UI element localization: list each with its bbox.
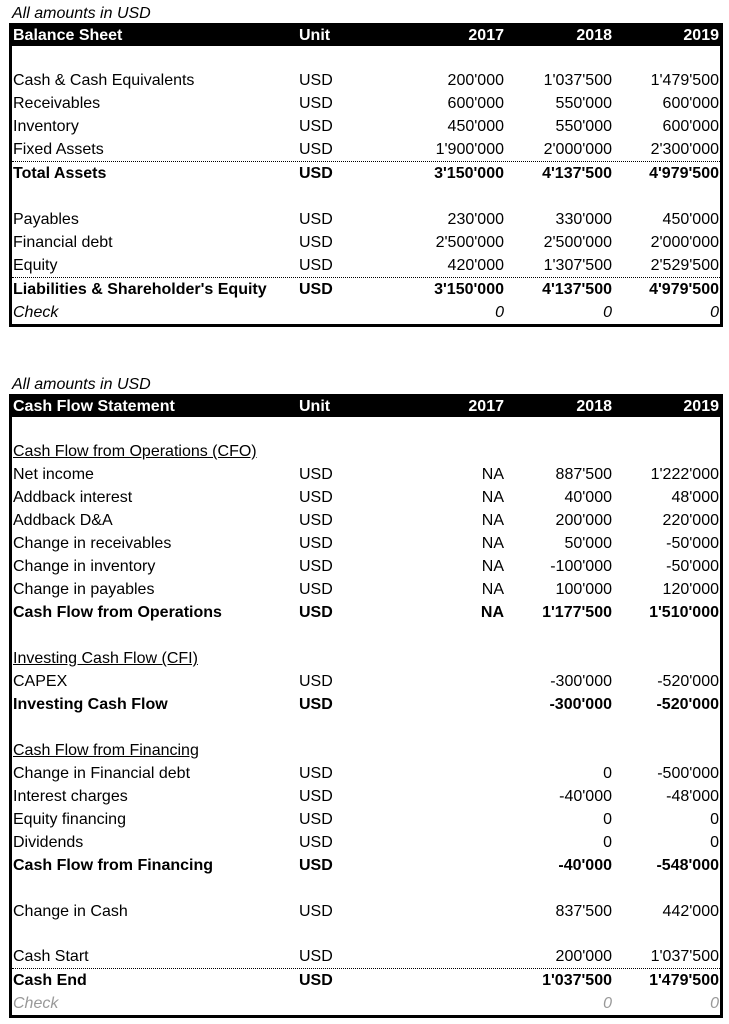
row-2017: NA xyxy=(481,558,504,575)
row-2017: 600'000 xyxy=(447,95,504,112)
row-2019: -50'000 xyxy=(666,535,719,552)
row-2019: 1'037'500 xyxy=(650,948,719,965)
row-2019: -50'000 xyxy=(666,558,719,575)
row-label: Equity xyxy=(13,257,58,274)
row-2018: 330'000 xyxy=(555,211,612,228)
row-label: Receivables xyxy=(13,95,101,112)
row-label: Change in inventory xyxy=(13,558,156,575)
row-2017: 1'900'000 xyxy=(435,141,504,158)
row-2019: 4'979'500 xyxy=(649,281,719,298)
table-row xyxy=(12,69,720,92)
row-2019: 0 xyxy=(710,304,719,321)
row-unit: USD xyxy=(299,948,333,965)
row-unit: USD xyxy=(299,972,333,989)
header-2018: 2018 xyxy=(576,27,612,44)
row-2018: 4'137'500 xyxy=(542,165,612,182)
row-2018: 4'137'500 xyxy=(542,281,612,298)
table-row xyxy=(12,831,720,854)
row-2018: -300'000 xyxy=(550,673,612,690)
row-label: Net income xyxy=(13,466,94,483)
row-label: Change in receivables xyxy=(13,535,172,552)
row-unit: USD xyxy=(299,535,333,552)
row-2019: 2'529'500 xyxy=(650,257,719,274)
row-label: Addback interest xyxy=(13,489,133,506)
row-label: Change in payables xyxy=(13,581,155,598)
row-2018: 837'500 xyxy=(555,903,612,920)
row-2017: NA xyxy=(481,581,504,598)
table-row xyxy=(12,115,720,138)
row-label: Cash Flow from Financing xyxy=(13,857,214,874)
row-2018: 100'000 xyxy=(555,581,612,598)
total-liabilities-row xyxy=(12,277,720,301)
row-label: Cash Start xyxy=(13,948,89,965)
row-unit: USD xyxy=(299,118,333,135)
row-2019: -520'000 xyxy=(657,673,719,690)
row-unit: USD xyxy=(299,581,333,598)
table-row xyxy=(12,463,720,486)
row-2017: 450'000 xyxy=(447,118,504,135)
row-2018: 0 xyxy=(603,834,612,851)
row-2019: 1'479'500 xyxy=(650,72,719,89)
row-2018: 887'500 xyxy=(555,466,612,483)
row-2017: NA xyxy=(480,604,504,621)
section-title-row xyxy=(12,440,720,463)
row-2018: -300'000 xyxy=(549,696,612,713)
row-2018: 200'000 xyxy=(555,512,612,529)
check-row xyxy=(12,992,720,1015)
change-in-cash-row xyxy=(12,900,720,923)
row-2018: 550'000 xyxy=(555,118,612,135)
table-row xyxy=(12,231,720,254)
row-2019: 4'979'500 xyxy=(649,165,719,182)
cfi-section-title: Investing Cash Flow (CFI) xyxy=(13,650,198,667)
row-2017: 2'500'000 xyxy=(435,234,504,251)
row-label: Investing Cash Flow xyxy=(13,696,168,713)
row-2017: 230'000 xyxy=(447,211,504,228)
row-2019: -548'000 xyxy=(656,857,719,874)
total-assets-row xyxy=(12,161,720,185)
row-2019: 600'000 xyxy=(662,118,719,135)
row-label: Check xyxy=(13,995,59,1012)
row-label: Equity financing xyxy=(13,811,126,828)
row-2017: NA xyxy=(481,512,504,529)
row-2018: 1'037'500 xyxy=(542,972,612,989)
row-label: Dividends xyxy=(13,834,84,851)
row-unit: USD xyxy=(299,141,333,158)
row-label: Addback D&A xyxy=(13,512,113,529)
row-label: Total Assets xyxy=(13,165,107,182)
row-unit: USD xyxy=(299,696,333,713)
row-unit: USD xyxy=(299,281,333,298)
row-unit: USD xyxy=(299,765,333,782)
table-row xyxy=(12,486,720,509)
balance-sheet-header xyxy=(12,26,720,46)
row-unit: USD xyxy=(299,903,333,920)
row-2019: 600'000 xyxy=(662,95,719,112)
row-2018: 200'000 xyxy=(555,948,612,965)
row-label: Change in Cash xyxy=(13,903,128,920)
row-label: Payables xyxy=(13,211,79,228)
row-2018: -40'000 xyxy=(558,857,612,874)
row-2019: 0 xyxy=(710,834,719,851)
header-unit: Unit xyxy=(299,27,331,44)
row-unit: USD xyxy=(299,257,333,274)
header-2019: 2019 xyxy=(683,398,719,415)
cff-section-title: Cash Flow from Financing xyxy=(13,742,199,759)
cash-flow-table xyxy=(9,394,723,1018)
row-2019: -48'000 xyxy=(666,788,719,805)
row-label: Interest charges xyxy=(13,788,128,805)
row-2019: -500'000 xyxy=(657,765,719,782)
cfi-total-row xyxy=(12,693,720,716)
row-2019: 450'000 xyxy=(662,211,719,228)
header-unit: Unit xyxy=(299,398,331,415)
table-row xyxy=(12,555,720,578)
row-2017: 3'150'000 xyxy=(434,165,504,182)
table-row xyxy=(12,808,720,831)
table-row xyxy=(12,208,720,231)
section-title-row xyxy=(12,739,720,762)
row-label: Change in Financial debt xyxy=(13,765,191,782)
row-2018: 0 xyxy=(603,995,612,1012)
table-row xyxy=(12,670,720,693)
row-unit: USD xyxy=(299,466,333,483)
row-label: Financial debt xyxy=(13,234,113,251)
row-label: Cash & Cash Equivalents xyxy=(13,72,195,89)
row-2019: 220'000 xyxy=(662,512,719,529)
header-2017: 2017 xyxy=(468,27,504,44)
table-row xyxy=(12,785,720,808)
row-unit: USD xyxy=(299,604,333,621)
table-row xyxy=(12,762,720,785)
row-2019: 442'000 xyxy=(662,903,719,920)
cash-flow-caption: All amounts in USD xyxy=(12,376,151,393)
row-label: Cash End xyxy=(13,972,87,989)
row-2018: 40'000 xyxy=(564,489,612,506)
row-unit: USD xyxy=(299,673,333,690)
row-2019: 48'000 xyxy=(671,489,719,506)
row-2019: 1'510'000 xyxy=(649,604,719,621)
row-label: Cash Flow from Operations xyxy=(13,604,222,621)
cff-total-row xyxy=(12,854,720,877)
row-2018: 0 xyxy=(603,811,612,828)
row-2018: 2'000'000 xyxy=(543,141,612,158)
header-title: Cash Flow Statement xyxy=(13,398,175,415)
row-2019: 1'479'500 xyxy=(649,972,719,989)
row-2018: -40'000 xyxy=(559,788,612,805)
header-2017: 2017 xyxy=(468,398,504,415)
row-2017: 200'000 xyxy=(447,72,504,89)
table-row xyxy=(12,92,720,115)
row-unit: USD xyxy=(299,558,333,575)
table-row xyxy=(12,509,720,532)
row-unit: USD xyxy=(299,165,333,182)
cash-start-row xyxy=(12,945,720,968)
section-title-row xyxy=(12,647,720,670)
row-unit: USD xyxy=(299,857,333,874)
row-2019: 1'222'000 xyxy=(650,466,719,483)
row-2019: 2'300'000 xyxy=(650,141,719,158)
row-label: Liabilities & Shareholder's Equity xyxy=(13,281,267,298)
cfo-section-title: Cash Flow from Operations (CFO) xyxy=(13,443,257,460)
row-unit: USD xyxy=(299,788,333,805)
row-unit: USD xyxy=(299,811,333,828)
row-2019: 120'000 xyxy=(662,581,719,598)
row-2019: -520'000 xyxy=(656,696,719,713)
row-unit: USD xyxy=(299,489,333,506)
header-2019: 2019 xyxy=(683,27,719,44)
table-row xyxy=(12,138,720,161)
row-2018: 1'037'500 xyxy=(543,72,612,89)
row-unit: USD xyxy=(299,95,333,112)
check-row xyxy=(12,301,720,324)
row-2019: 0 xyxy=(710,995,719,1012)
row-unit: USD xyxy=(299,72,333,89)
row-unit: USD xyxy=(299,512,333,529)
row-2019: 0 xyxy=(710,811,719,828)
row-2018: -100'000 xyxy=(550,558,612,575)
row-label: Fixed Assets xyxy=(13,141,104,158)
cfo-total-row xyxy=(12,601,720,624)
row-label: Check xyxy=(13,304,59,321)
row-unit: USD xyxy=(299,211,333,228)
row-2017: 0 xyxy=(495,304,504,321)
row-2017: 3'150'000 xyxy=(434,281,504,298)
header-2018: 2018 xyxy=(576,398,612,415)
row-2017: NA xyxy=(481,466,504,483)
header-title: Balance Sheet xyxy=(13,27,123,44)
cash-end-row xyxy=(12,968,720,992)
cash-flow-header xyxy=(12,397,720,417)
row-2018: 1'307'500 xyxy=(543,257,612,274)
row-2019: 2'000'000 xyxy=(650,234,719,251)
row-2018: 2'500'000 xyxy=(543,234,612,251)
row-2017: NA xyxy=(481,489,504,506)
row-2018: 550'000 xyxy=(555,95,612,112)
table-row xyxy=(12,532,720,555)
row-label: CAPEX xyxy=(13,673,68,690)
table-row xyxy=(12,254,720,277)
row-2017: 420'000 xyxy=(447,257,504,274)
balance-sheet-caption: All amounts in USD xyxy=(12,5,151,22)
table-row xyxy=(12,578,720,601)
row-unit: USD xyxy=(299,234,333,251)
row-2018: 1'177'500 xyxy=(542,604,612,621)
row-2018: 50'000 xyxy=(564,535,612,552)
row-2018: 0 xyxy=(603,304,612,321)
row-2018: 0 xyxy=(603,765,612,782)
row-label: Inventory xyxy=(13,118,79,135)
row-unit: USD xyxy=(299,834,333,851)
row-2017: NA xyxy=(481,535,504,552)
balance-sheet-table xyxy=(9,23,723,327)
